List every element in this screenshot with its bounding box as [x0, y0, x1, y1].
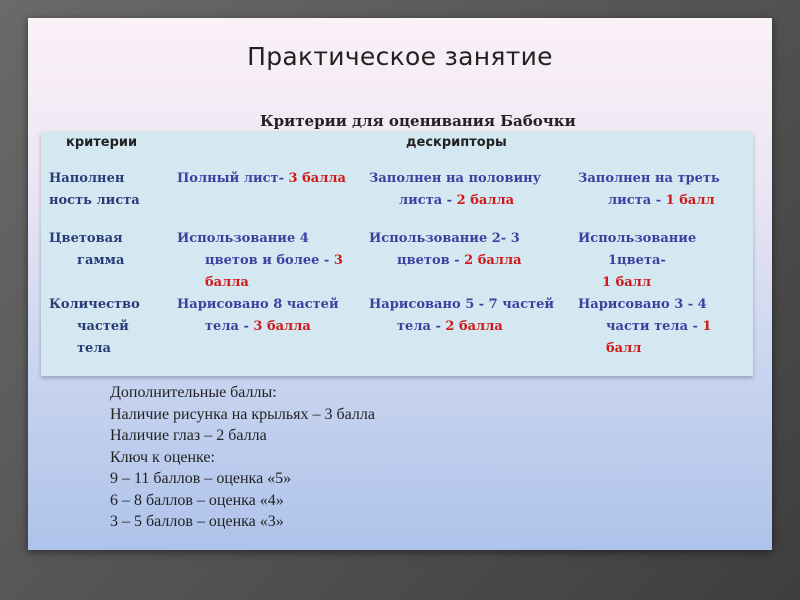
table-cell: Использование 4 цветов и более - 3 балла	[177, 231, 343, 290]
table-cell: Использование 1цвета- 1 балл	[578, 231, 697, 290]
table-caption: Критерии для оценивания Бабочки	[260, 112, 576, 130]
extra-line: 3 – 5 баллов – оценка «3»	[110, 513, 284, 530]
header-descriptors: дескрипторы	[406, 135, 507, 150]
table-cell: Заполнен на половину листа - 2 балла	[369, 171, 541, 208]
table-row-criterion: Количество частей тела	[49, 297, 140, 356]
criteria-table	[41, 132, 753, 376]
table-cell: Заполнен на треть листа - 1 балл	[578, 171, 720, 208]
extra-points-text	[110, 382, 375, 533]
table-cell: Нарисовано 3 - 4 части тела - 1 балл	[578, 297, 712, 356]
extra-line: Наличие рисунка на крыльях – 3 балла	[110, 405, 375, 423]
extra-line: Наличие глаз – 2 балла	[110, 427, 267, 444]
table-row-criterion: Наполнен ность листа	[49, 171, 140, 208]
slide	[28, 18, 772, 550]
extra-line: Ключ к оценке:	[110, 448, 215, 466]
slide-title: Практическое занятие	[247, 42, 553, 71]
table-cell: Нарисовано 5 - 7 частей тела - 2 балла	[369, 297, 555, 334]
extra-line: 6 – 8 баллов – оценка «4»	[110, 491, 284, 509]
table-row-criterion: Цветовая гамма	[49, 231, 125, 268]
table-cell: Нарисовано 8 частей тела - 3 балла	[177, 297, 339, 334]
table-cell: Использование 2- 3 цветов - 2 балла	[369, 231, 522, 268]
extra-line: Дополнительные баллы:	[110, 384, 277, 401]
header-criteria: критерии	[66, 135, 138, 150]
table-cell: Полный лист- 3 балла	[177, 171, 346, 186]
extra-line: 9 – 11 баллов – оценка «5»	[110, 470, 292, 487]
